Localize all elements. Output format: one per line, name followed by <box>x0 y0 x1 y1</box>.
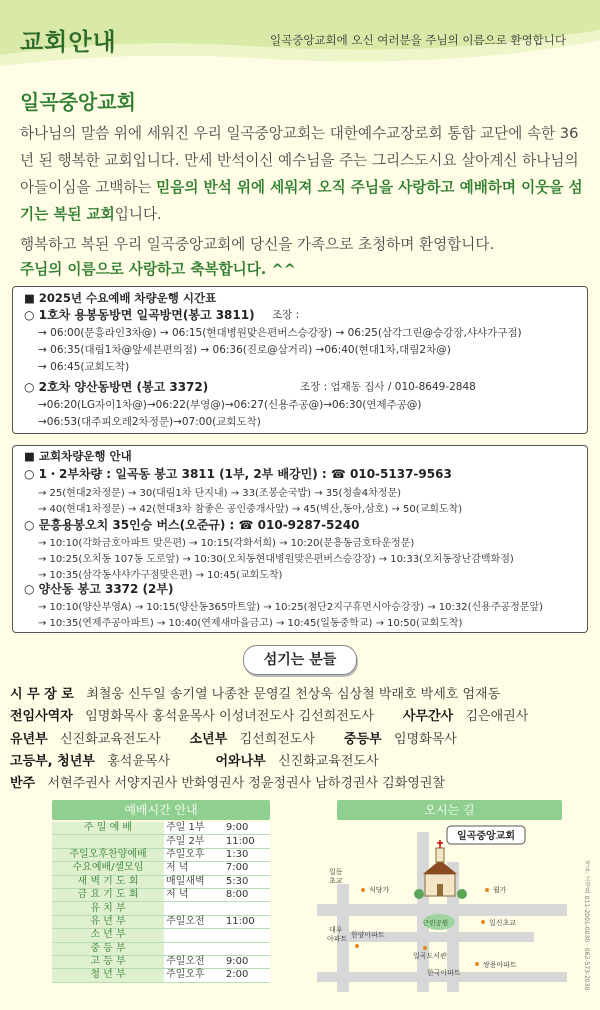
schedule-time: 7:00 <box>224 862 270 875</box>
map-label-ilsin: 일신초교 <box>489 919 517 927</box>
wed-car1-route-3: → 06:45(교회도착) <box>38 361 130 373</box>
schedule-time <box>224 902 270 915</box>
serving-role: 시 무 장 로 <box>10 687 74 702</box>
schedule-time: 2:00 <box>224 969 270 982</box>
serving-role: 어와나부 <box>215 754 266 769</box>
serving-names: 김선희전도사 <box>239 732 315 747</box>
schedule-name: 주 일 예 배 <box>52 822 164 835</box>
intro-text: 하나님의 말씀 위에 세워진 우리 일곡중앙교회는 대한예수교장로회 통합 교단에 속한 36년 된 행복한 교회입니다. 만세 반석이신 예수님을 주는 그리스도시요 살아계신 하나님의 아들이심을 고백하는 <box>20 125 579 196</box>
serving-role: 고등부, 청년부 <box>10 754 95 769</box>
church-car2-title: ○ 문흥용봉오치 35인승 버스(오준규) : ☎ 010-9287-5240 <box>24 518 360 532</box>
serving-names: 신진화교육전도사 <box>60 732 161 747</box>
wed-car1-route-2: → 06:35(대림1차@앞세븐편의점) → 06:36(진로@삼거리) →06:40(현대1차,대림2차@) <box>38 344 451 356</box>
map-title: 오시는 길 <box>337 800 562 820</box>
schedule-title: 예배시간 안내 <box>52 800 270 820</box>
schedule-day: 주일 1부 <box>164 822 224 835</box>
serving-row-accompanists <box>10 772 445 791</box>
serving-role: 소년부 <box>189 732 228 747</box>
church-car1-route-1: → 25(현대2차정문) → 30(대림1차 단지내) → 33(조봉순국밥) → 35(청솔4차정문) <box>38 488 402 499</box>
intro-highlight: 믿음의 반석 위에 세워져 오직 주님을 사랑하고 예배하며 이웃을 섬기는 복된 교회 <box>20 179 583 223</box>
serving-names: 서현주권사 서양지권사 반화영권사 정윤정권사 남하경권사 김화영권찰 <box>47 776 445 791</box>
schedule-day <box>164 929 224 942</box>
blessing-text: 주님의 이름으로 사랑하고 축복합니다. ^^ <box>20 261 296 278</box>
serving-row-elders <box>10 683 500 702</box>
schedule-time: 9:00 <box>224 822 270 835</box>
church-car3-route-1: → 10:10(양산부영A) → 10:15(양산동365마트앞) → 10:25(첨단2지구휴먼시아승강장) → 10:32(신용주공정문앞) <box>38 602 544 613</box>
schedule-time: 11:00 <box>224 915 270 928</box>
intro-paragraph <box>20 120 585 228</box>
wed-car2-route-2: →06:53(대주피오레2차정문)→07:00(교회도착) <box>38 416 261 428</box>
schedule-row <box>52 888 270 901</box>
schedule-name: 유 치 부 <box>52 902 164 915</box>
wed-car2-driver: 조장 : 엄재동 집사 / 010-8649-2848 <box>300 381 476 393</box>
schedule-row <box>52 969 270 982</box>
schedule-row <box>52 955 270 968</box>
serving-row-youth <box>10 750 379 769</box>
schedule-name: 금 요 기 도 회 <box>52 888 164 901</box>
schedule-day <box>164 902 224 915</box>
schedule-day: 매일새벽 <box>164 875 224 888</box>
church-car3-title: ○ 양산동 봉고 3372 (2부) <box>24 582 174 596</box>
church-name: 일곡중앙교회 <box>20 90 136 114</box>
serving-row-ministers <box>10 705 528 724</box>
schedule-time: 9:00 <box>224 955 270 968</box>
schedule-time: 1:30 <box>224 848 270 861</box>
church-car1-route-2: → 40(현대1차정문) → 42(현대3차 참좋은 공인중개사앞) → 45(벽산,동아,삼호) → 50(교회도착) <box>38 504 463 515</box>
schedule-day: 저 녁 <box>164 862 224 875</box>
schedule-row <box>52 875 270 888</box>
schedule-day: 주일오후 <box>164 969 224 982</box>
schedule-name: 새 벽 기 도 회 <box>52 875 164 888</box>
serving-names: 홍석윤목사 <box>107 754 171 769</box>
map-label-sikdang: 식당가 <box>369 886 390 894</box>
schedule-time: 5:30 <box>224 875 270 888</box>
welcome-block <box>20 232 585 282</box>
map-label-library: 일곡도서관 <box>413 952 447 960</box>
schedule-name: 유 년 부 <box>52 915 164 928</box>
serving-role: 반주 <box>10 776 36 791</box>
schedule-day: 주일오후 <box>164 848 224 861</box>
schedule-row <box>52 848 270 861</box>
wed-bus-heading: ■ 2025년 수요예배 차량운행 시간표 <box>24 291 217 305</box>
schedule-day: 저 녁 <box>164 888 224 901</box>
schedule-name: 청 년 부 <box>52 969 164 982</box>
schedule-row <box>52 942 270 955</box>
wed-car2-title: ○ 2호차 양산동방면 (봉고 3372) <box>24 380 209 394</box>
schedule-name: 고 등 부 <box>52 955 164 968</box>
schedule-row <box>52 862 270 875</box>
serving-title: 섬기는 분들 <box>243 645 357 675</box>
schedule-row <box>52 902 270 915</box>
page-title: 교회안내 <box>20 28 117 56</box>
schedule-day: 주일오전 <box>164 915 224 928</box>
map-label-park: 근린공원 <box>423 919 449 927</box>
schedule-time: 8:00 <box>224 888 270 901</box>
schedule-name: 소 년 부 <box>52 929 164 942</box>
map-label-wolga: 월가 <box>493 886 507 894</box>
directions-map <box>317 822 567 992</box>
schedule-day <box>164 942 224 955</box>
serving-role: 유년부 <box>10 732 48 747</box>
church-car3-route-2: → 10:35(연제주공아파트) → 10:40(연제새마을금고) → 10:45(일동중학교) → 10:50(교회도착) <box>38 618 463 629</box>
church-bus-heading: ■ 교회차량운행 안내 <box>24 449 132 463</box>
wed-car1-driver: 조장 : <box>272 309 300 321</box>
wed-car1-route-1: → 06:00(문흥라인3차@) → 06:15(현대병원맞은편버스승강장) → 06:25(삼각그린@승강장,샤샤가구점) <box>38 327 522 339</box>
map-label-ssangyong: 쌍용아파트 <box>483 961 517 969</box>
schedule-day: 주일 2부 <box>164 835 224 848</box>
schedule-row <box>52 835 270 848</box>
church-car2-route-1: → 10:10(각화금호아파트 맞은편) → 10:15(각화서희) → 10:20(문흥동금호타운정문) <box>38 538 415 549</box>
map-label-hanguk: 한국아파트 <box>427 969 461 977</box>
schedule-row <box>52 915 270 928</box>
schedule-time: 11:00 <box>224 835 270 848</box>
serving-role: 중등부 <box>343 732 382 747</box>
header-subtitle: 일곡중앙교회에 오신 여러분을 주님의 이름으로 환영합니다 <box>270 33 566 47</box>
schedule-row <box>52 822 270 835</box>
serving-role: 전임사역자 <box>10 709 73 724</box>
serving-role: 사무간사 <box>402 709 454 724</box>
serving-names: 김은애권사 <box>465 709 529 724</box>
wed-car1-title: ○ 1호차 용봉동방면 일곡방면(봉고 3811) <box>24 308 255 322</box>
schedule-time <box>224 942 270 955</box>
schedule-name: 중 등 부 <box>52 942 164 955</box>
intro-end: 입니다. <box>114 206 162 223</box>
side-credit: 자료: 고경표 011-2001-0030 · 062-573-2030 <box>583 860 590 991</box>
map-label-ildong: 일동 초교 <box>329 868 343 885</box>
map-label-daewoo: 대우 아파트 <box>327 926 348 943</box>
map-church-label: 일곡중앙교회 <box>457 831 515 842</box>
schedule-name <box>52 835 164 848</box>
serving-names: 최철웅 신두일 송기열 나종찬 문영길 천상욱 심상철 박래호 박세호 엄재동 <box>86 687 501 702</box>
serving-row-departments <box>10 728 457 747</box>
church-car2-route-3: → 10:35(삼각동샤샤가구점맞은편) → 10:45(교회도착) <box>38 570 283 581</box>
schedule-day: 주일오전 <box>164 955 224 968</box>
schedule-name: 주일오후찬양예배 <box>52 848 164 861</box>
serving-names: 임명화목사 홍석윤목사 이성녀전도사 김선희전도사 <box>85 709 374 724</box>
map-label-hanyang: 한양아파트 <box>351 931 385 939</box>
serving-names: 임명화목사 <box>393 732 457 747</box>
schedule-time <box>224 929 270 942</box>
wed-car2-route-1: →06:20(LG자이1차@)→06:22(부영@)→06:27(신용주공@)→06:30(연제주공@) <box>38 399 422 411</box>
welcome-text: 행복하고 복된 우리 일곡중앙교회에 당신을 가족으로 초청하며 환영합니다. <box>20 236 495 253</box>
schedule-table <box>52 822 270 983</box>
church-car1-title: ○ 1・2부차량 : 일곡동 봉고 3811 (1부, 2부 배강민) : ☎ 010-5137-9563 <box>24 467 452 481</box>
church-car2-route-2: → 10:25(오치동 107동 도로앞) → 10:30(오치동현대병원맞은편버스승강장) → 10:33(오치동장난감백화점) <box>38 554 514 565</box>
serving-names: 신진화교육전도사 <box>278 754 379 769</box>
schedule-row <box>52 929 270 942</box>
schedule-name: 수요예배/셀모임 <box>52 862 164 875</box>
